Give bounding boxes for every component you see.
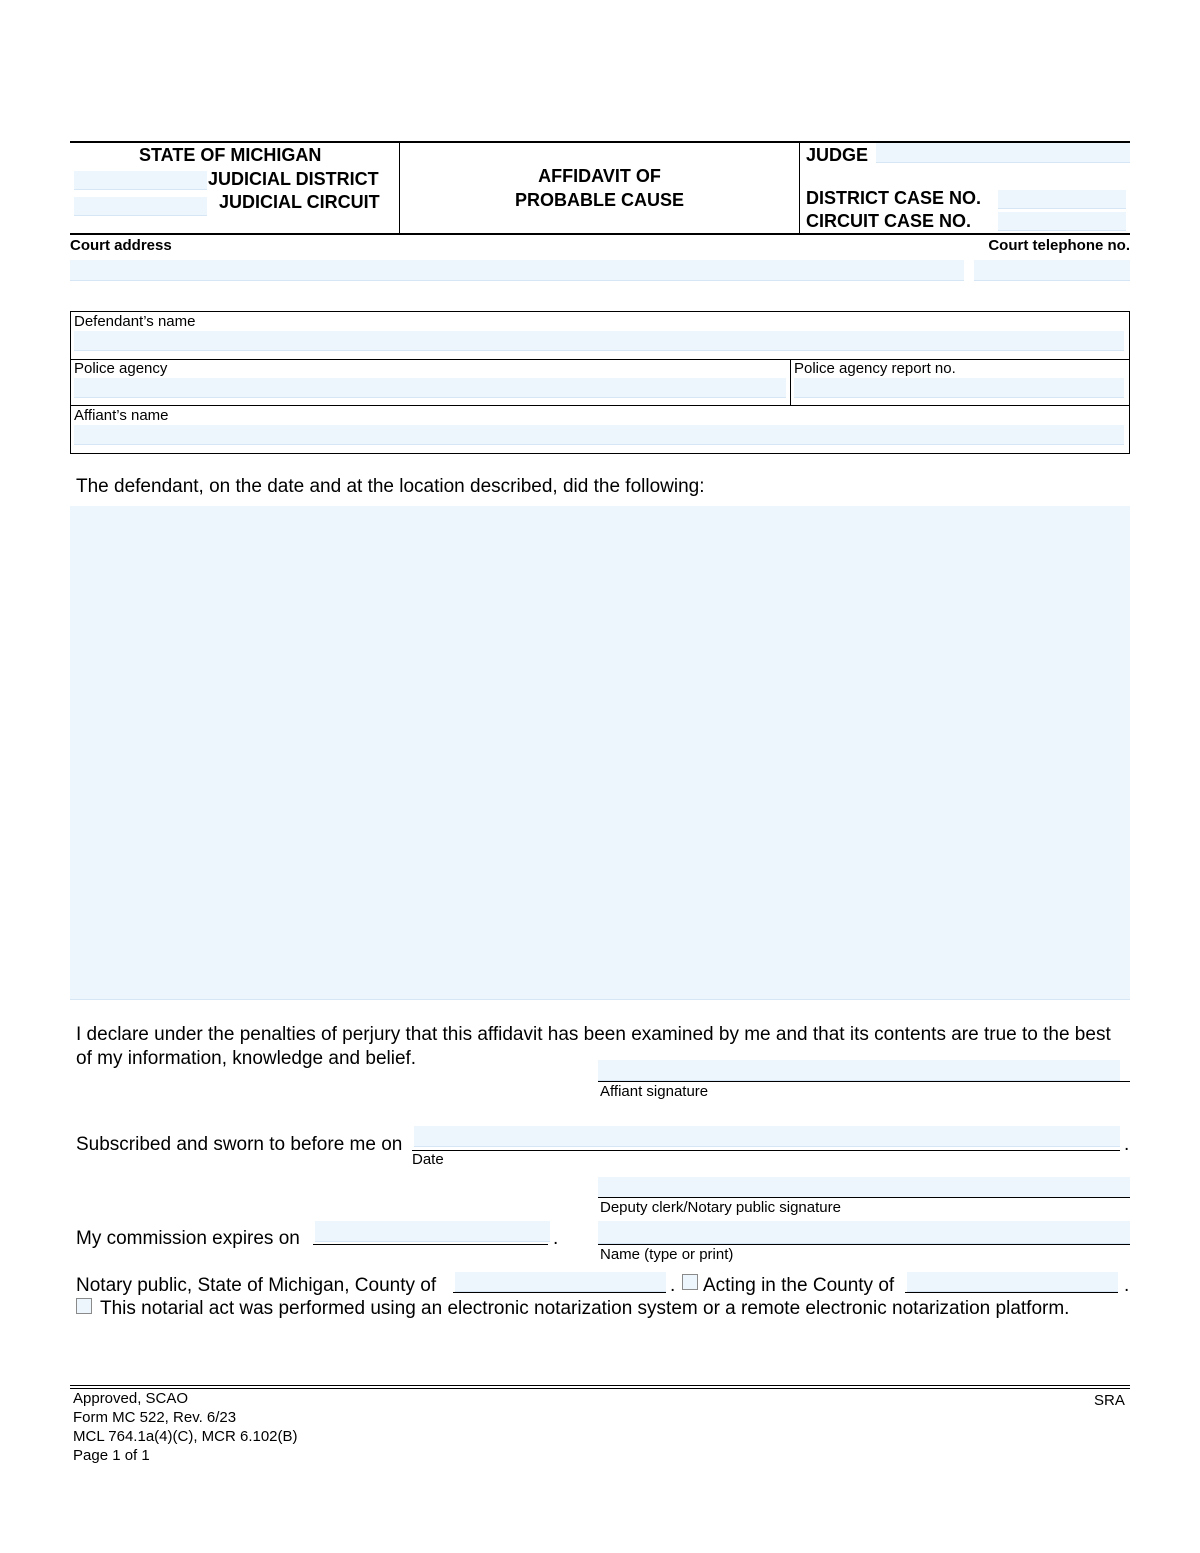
judicial-district-label: JUDICIAL DISTRICT: [208, 169, 379, 189]
form-title-line2: PROBABLE CAUSE: [514, 190, 684, 210]
affiant-name-field[interactable]: [74, 425, 1124, 445]
deputy-signature-field[interactable]: [598, 1177, 1130, 1198]
circuit-number-field[interactable]: [74, 197, 207, 216]
date-label: Date: [412, 1151, 444, 1168]
police-agency-field[interactable]: [74, 378, 786, 398]
footer-code: SRA: [1094, 1392, 1125, 1409]
footer-form-number: Form MC 522, Rev. 6/23: [73, 1409, 237, 1426]
commission-date-field[interactable]: [315, 1221, 550, 1242]
subscribed-text: Subscribed and sworn to before me on: [76, 1134, 403, 1155]
period: .: [670, 1275, 676, 1296]
statement-textarea[interactable]: [70, 506, 1130, 1000]
court-telephone-field[interactable]: [974, 260, 1130, 281]
circuit-case-field[interactable]: [998, 212, 1126, 231]
declaration-text: I declare under the penalties of perjury that this affidavit has been examined by me and that its contents are true to the best of my information, knowledge and belief.: [76, 1024, 1111, 1069]
defendant-name-label: Defendant’s name: [74, 313, 196, 330]
defendant-name-field[interactable]: [74, 331, 1124, 351]
court-address-field[interactable]: [70, 260, 964, 281]
circuit-case-label: CIRCUIT CASE NO.: [806, 211, 972, 231]
acting-county-checkbox[interactable]: [682, 1274, 698, 1290]
electronic-notarization-checkbox[interactable]: [76, 1298, 92, 1314]
police-agency-label: Police agency: [74, 360, 168, 377]
court-telephone-label: Court telephone no.: [988, 237, 1130, 254]
period: .: [553, 1228, 559, 1249]
sworn-date-field[interactable]: [414, 1126, 1120, 1147]
judge-field[interactable]: [876, 143, 1130, 163]
notary-county-field[interactable]: [455, 1272, 666, 1292]
acting-county-field[interactable]: [907, 1272, 1118, 1292]
state-label: STATE OF MICHIGAN: [139, 145, 322, 165]
judge-label: JUDGE: [806, 145, 869, 165]
affiant-signature-field[interactable]: [598, 1060, 1120, 1081]
period: .: [1124, 1275, 1130, 1296]
district-case-field[interactable]: [998, 190, 1126, 209]
report-no-field[interactable]: [794, 378, 1124, 398]
deputy-signature-label: Deputy clerk/Notary public signature: [600, 1199, 841, 1216]
name-print-field[interactable]: [598, 1221, 1130, 1244]
statement-intro: The defendant, on the date and at the location described, did the following:: [76, 476, 705, 497]
commission-text: My commission expires on: [76, 1228, 300, 1249]
form-title-line1: AFFIDAVIT OF: [538, 166, 661, 186]
notary-county-text: Notary public, State of Michigan, County of: [76, 1275, 437, 1296]
report-no-label: Police agency report no.: [794, 360, 956, 377]
affiant-name-label: Affiant’s name: [74, 407, 169, 424]
court-address-label: Court address: [70, 237, 172, 254]
name-print-label: Name (type or print): [600, 1246, 734, 1263]
district-number-field[interactable]: [74, 171, 207, 190]
footer-page: Page 1 of 1: [73, 1447, 150, 1464]
footer-approved: Approved, SCAO: [73, 1390, 189, 1407]
acting-county-text: Acting in the County of: [703, 1275, 895, 1296]
affiant-signature-label: Affiant signature: [600, 1083, 709, 1100]
period: .: [1124, 1134, 1130, 1155]
electronic-notarization-text: This notarial act was performed using an electronic notarization system or a remote electronic notarization platform.: [100, 1298, 1070, 1319]
district-case-label: DISTRICT CASE NO.: [806, 188, 982, 208]
judicial-circuit-label: JUDICIAL CIRCUIT: [219, 192, 380, 212]
footer-citation: MCL 764.1a(4)(C), MCR 6.102(B): [73, 1428, 298, 1445]
